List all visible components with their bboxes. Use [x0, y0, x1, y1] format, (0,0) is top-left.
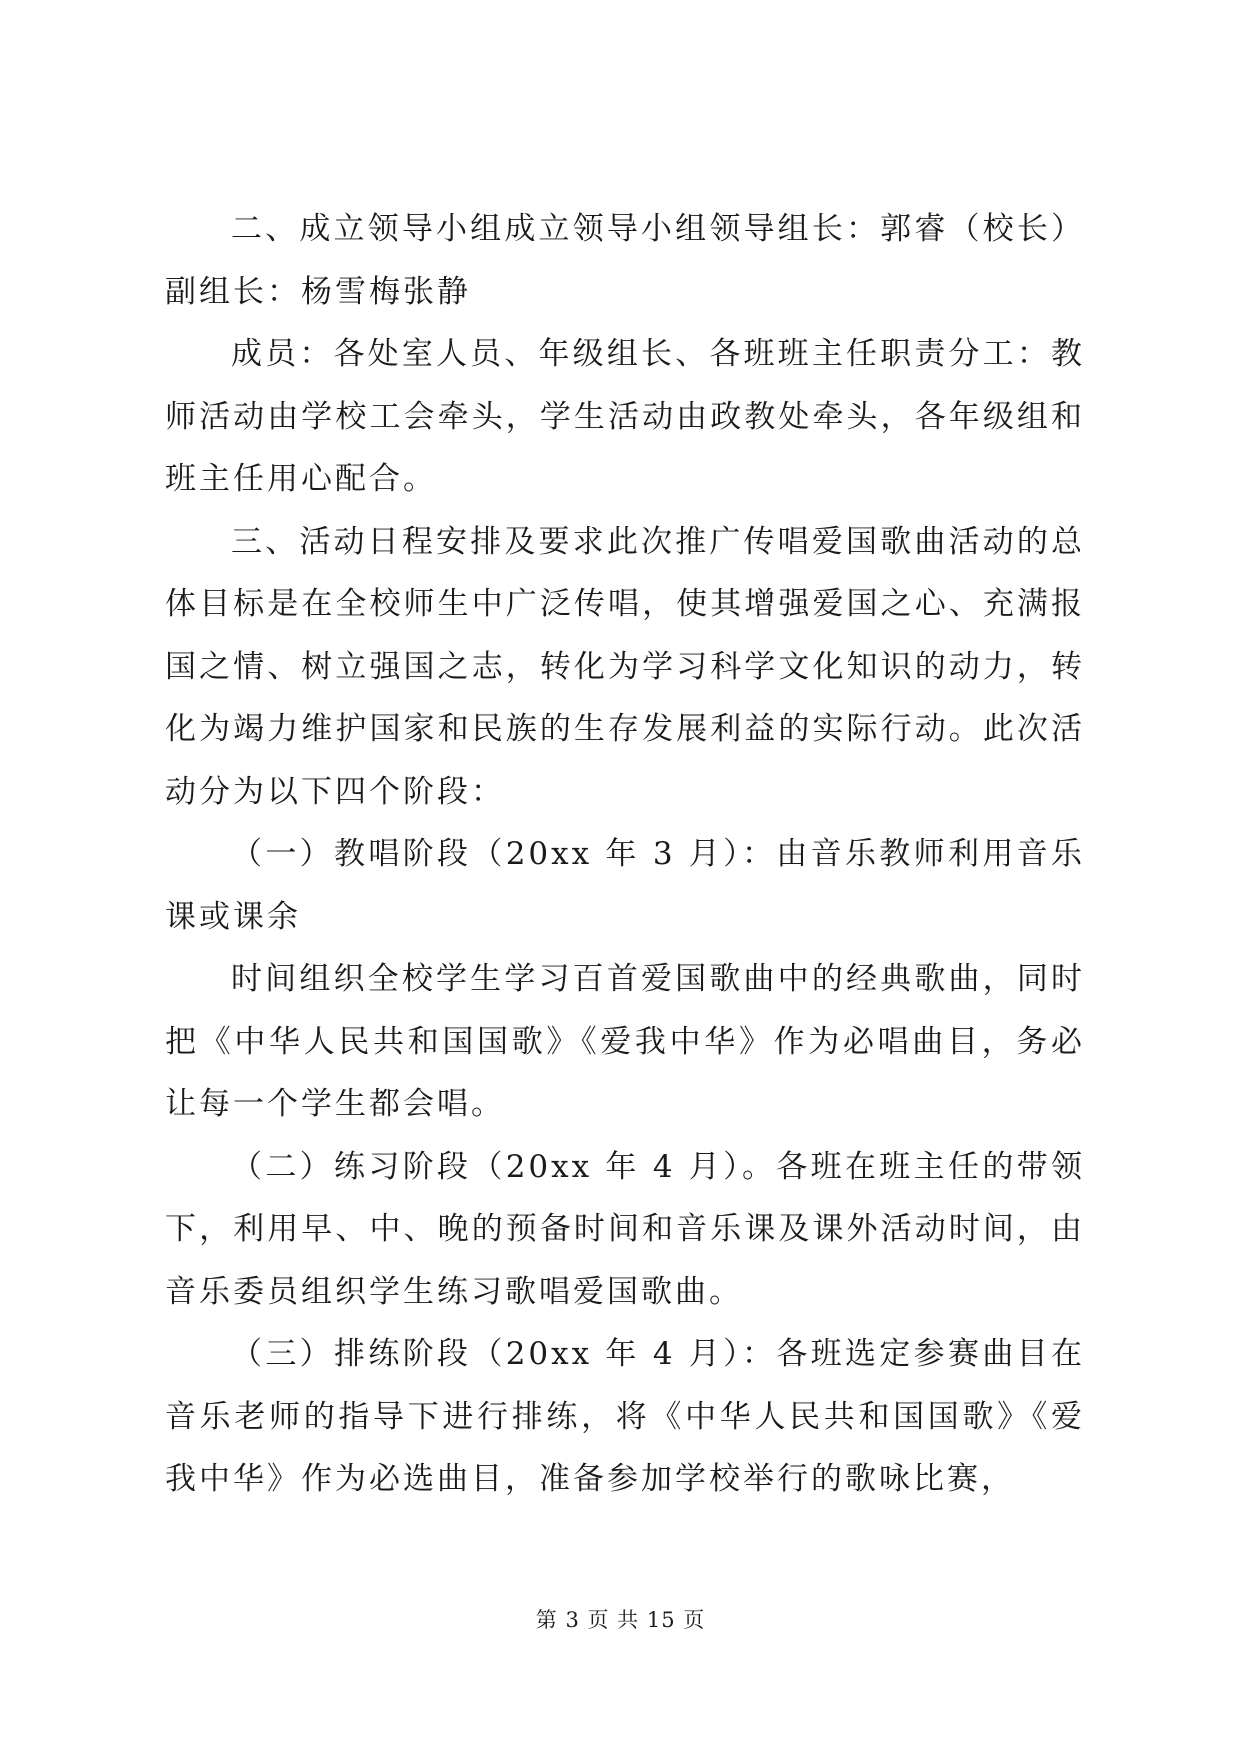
paragraph-stage-two: （二）练习阶段（20xx 年 4 月）。各班在班主任的带领下，利用早、中、晚的预备时间和音乐课及课外活动时间，由音乐委员组织学生练习歌唱爱国歌曲。 [165, 1148, 1085, 1310]
paragraph-leadership-group: 二、成立领导小组成立领导小组领导组长：郭睿（校长）副组长：杨雪梅张静 [165, 211, 1085, 310]
document-body [165, 198, 1085, 1511]
paragraph-stage-one-detail: 时间组织全校学生学习百首爱国歌曲中的经典歌曲，同时把《中华人民共和国国歌》《爱我中华》作为必唱曲目，务必让每一个学生都会唱。 [165, 961, 1085, 1122]
paragraph-stage-three: （三）排练阶段（20xx 年 4 月）：各班选定参赛曲目在音乐老师的指导下进行排练，将《中华人民共和国国歌》《爱我中华》作为必选曲目，准备参加学校举行的歌咏比赛， [165, 1336, 1085, 1497]
page-number-footer: 第 3 页 共 15 页 [535, 1608, 706, 1632]
paragraph-stage-one: （一）教唱阶段（20xx 年 3 月）：由音乐教师利用音乐课或课余 [165, 836, 1085, 935]
paragraph-members-duties: 成员：各处室人员、年级组长、各班班主任职责分工：教师活动由学校工会牵头，学生活动由政教处牵头，各年级组和班主任用心配合。 [165, 336, 1085, 497]
paragraph-schedule-goals: 三、活动日程安排及要求此次推广传唱爱国歌曲活动的总体目标是在全校师生中广泛传唱，使其增强爱国之心、充满报国之情、树立强国之志，转化为学习科学文化知识的动力，转化为竭力维护国家和民族的生存发展利益的实际行动。此次活动分为以下四个阶段： [165, 523, 1085, 810]
